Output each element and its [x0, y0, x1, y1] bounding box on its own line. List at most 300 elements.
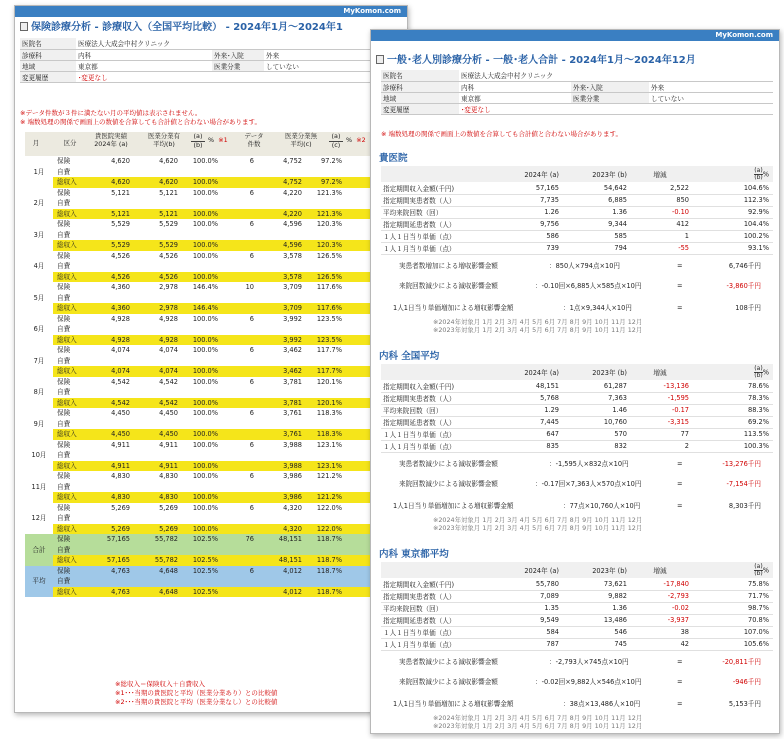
table-row [25, 230, 395, 241]
col-diff: 増減 [631, 364, 693, 380]
table-row [25, 177, 395, 188]
table-row [25, 261, 395, 272]
indicator-row [381, 392, 773, 404]
avg1-value: 4,542 [131, 398, 179, 409]
target-months-2024: ※2024年対象月 1月 2月 3月 4月 5月 6月 7月 8月 9月 10月 11月 12月 [433, 318, 643, 326]
avg1-value: 4,450 [131, 429, 179, 440]
avg2-value: 3,992 [283, 314, 302, 323]
ratio-value: 105.6% [693, 638, 773, 650]
diff-value: -17,840 [631, 578, 693, 590]
table-row [25, 240, 395, 251]
kubun-cell: 保険 [53, 534, 83, 545]
month-cell: 1月 [33, 167, 45, 176]
value-2023: 7,363 [563, 392, 631, 404]
avg2-value: 3,709 [283, 283, 302, 291]
avg2-value: 3,781 [283, 377, 302, 386]
impact-value: 6,746千円 [728, 262, 761, 270]
impact-value: -946千円 [732, 678, 761, 686]
impact-equals: = [677, 304, 683, 312]
table-row [25, 545, 395, 556]
header-pct1: % [207, 136, 215, 144]
ratio2-value: 97.2% [303, 177, 343, 188]
own-value: 57,165 [83, 555, 131, 566]
avg2-value: 4,596 [283, 220, 302, 228]
region-value: 東京都 [76, 60, 212, 71]
count-value: 6 [249, 157, 254, 165]
revenue-table [25, 156, 395, 597]
indicator-row [381, 230, 773, 242]
kubun-cell: 自費 [57, 293, 71, 302]
own-value: 4,763 [83, 566, 131, 577]
ratio2-value: 118.3% [316, 409, 342, 417]
indicator-label: 指定期間収入金額(千円) [381, 578, 493, 590]
impact-expression: ：-0.02回×9,882人×546点×10円 [535, 678, 642, 686]
count-value [219, 303, 255, 314]
diff-value: 850 [631, 194, 693, 206]
avg2-value: 48,151 [255, 555, 303, 566]
header-pct2: % [345, 136, 353, 144]
impact-label: 1人1日当り単価増加による増収影響金額 [393, 700, 514, 708]
header-ratio1-bottom: (b) [191, 141, 205, 150]
page-title [371, 54, 779, 68]
impact-line [393, 698, 761, 710]
impact-expression: ：77点×10,760人×10円 [563, 502, 641, 510]
own-value: 4,763 [83, 587, 131, 598]
count-value [219, 240, 255, 251]
ratio1-value: 100.0% [192, 472, 218, 480]
own-value: 4,526 [83, 272, 131, 283]
ratio2-value: 123.1% [316, 440, 342, 449]
header-ratio2-bottom: (c) [329, 141, 343, 150]
count-value: 6 [249, 440, 254, 449]
indicator-row [381, 416, 773, 428]
impact-label: 来院回数減少による減収影響金額 [399, 678, 498, 686]
own-value: 4,911 [111, 440, 130, 449]
month-cell: 4月 [33, 262, 45, 270]
month-cell: 平均 [25, 566, 53, 598]
impact-line [393, 500, 761, 512]
ratio-value: 98.7% [693, 602, 773, 614]
impact-equals: = [677, 678, 683, 686]
change-label: 変更履歴 [20, 71, 76, 82]
ratio2-value: 121.3% [316, 188, 342, 197]
table-row [25, 534, 395, 545]
impact-label: 実患者数増加による増収影響金額 [399, 262, 498, 270]
kubun-cell: 自費 [57, 451, 71, 459]
avg1-value: 5,121 [159, 188, 178, 197]
kubun-cell: 総収入 [53, 366, 83, 377]
ratio2-value: 123.5% [303, 335, 343, 346]
ratio1-value: 100.0% [192, 503, 218, 512]
kubun-cell: 保険 [57, 314, 71, 323]
ratio2-value: 120.1% [316, 377, 342, 386]
value-2023: 54,642 [563, 182, 631, 194]
own-value: 5,121 [111, 188, 130, 197]
avg1-value: 4,620 [131, 177, 179, 188]
col-2024: 2024年 (a) [493, 364, 563, 380]
kubun-cell: 自費 [53, 545, 83, 556]
kubun-cell: 保険 [57, 220, 71, 228]
target-months-2023: ※2023年対象月 1月 2月 3月 4月 5月 6月 7月 8月 9月 10月 11月 12月 [433, 524, 643, 532]
count-value: 6 [249, 188, 254, 197]
ratio1-value: 100.0% [192, 157, 218, 165]
impact-label: 実患者数減少による減収影響金額 [399, 460, 498, 468]
indicator-row [381, 590, 773, 602]
ratio1-value: 100.0% [179, 429, 219, 440]
indicator-row [381, 242, 773, 254]
count-value [219, 398, 255, 409]
ratio1-value: 100.0% [179, 492, 219, 503]
own-value: 4,542 [111, 377, 130, 386]
month-cell: 5月 [33, 293, 45, 302]
kubun-cell: 保険 [57, 283, 71, 291]
indicator-row [381, 602, 773, 614]
table-row [25, 366, 395, 377]
own-value: 4,830 [111, 472, 130, 480]
impact-value: -13,276千円 [722, 460, 761, 468]
indicator-label: 指定期間実患者数（人） [381, 590, 493, 602]
indicator-label: １人１日当り単価（点） [381, 626, 493, 638]
month-cell: 12月 [31, 514, 47, 522]
impact-label: 1人1日当り単価増加による増収影響金額 [393, 502, 514, 510]
value-2023: 1.46 [563, 404, 631, 416]
outpatient-value: 外来 [649, 81, 773, 92]
col-diff: 増減 [631, 562, 693, 578]
brand-bar: MyKomon.com [15, 6, 407, 17]
value-2023: 546 [563, 626, 631, 638]
month-cell: 2月 [33, 199, 45, 207]
kubun-cell: 自費 [57, 199, 71, 207]
impact-line [399, 656, 761, 668]
ratio2-value: 121.2% [303, 492, 343, 503]
page-title-text: 一般･老人別診療分析 - 一般･老人合計 - 2024年1月～2024年12月 [387, 55, 696, 66]
own-value: 4,928 [111, 314, 130, 323]
clinic-value: 医療法人大成会中村クリニック [76, 38, 405, 49]
value-2023: 585 [563, 230, 631, 242]
kubun-cell: 保険 [57, 472, 71, 480]
ratio1-value: 100.0% [192, 188, 218, 197]
avg2-value: 3,761 [283, 409, 302, 417]
count-value [219, 587, 255, 598]
value-2023: 6,885 [563, 194, 631, 206]
impact-expression: ：-0.10回×6,885人×585点×10円 [535, 282, 642, 290]
change-value: ･変更なし [76, 71, 405, 82]
own-value: 5,269 [111, 503, 130, 512]
avg1-value: 4,830 [159, 472, 178, 480]
value-2024: 9,549 [493, 614, 563, 626]
table-row [25, 482, 395, 493]
own-value: 4,911 [83, 461, 131, 472]
footnote-1: ※1･･･当期の貴医院と平均（医業分業あり）との比較値 [115, 689, 278, 697]
col-ratio: $\frac{(a)}{(b)}$ % [693, 364, 773, 380]
table-row [25, 555, 395, 566]
impact-label: 来院回数減少による減収影響金額 [399, 480, 498, 488]
ratio-value: 112.3% [693, 194, 773, 206]
ratio-value: 104.4% [693, 218, 773, 230]
table-row [25, 576, 395, 587]
indicator-label: 指定期間実患者数（人） [381, 194, 493, 206]
table-row [25, 251, 395, 262]
indicator-label: 指定期間延患者数（人） [381, 614, 493, 626]
kubun-cell: 総収入 [53, 303, 83, 314]
count-value: 6 [249, 472, 254, 480]
impact-expression: ：-1,595人×832点×10円 [549, 460, 629, 468]
indicator-row [381, 626, 773, 638]
own-value: 5,529 [111, 220, 130, 228]
month-cell: 11月 [31, 482, 47, 491]
ratio1-value: 100.0% [179, 209, 219, 220]
header-own: 貴医院実績 [95, 132, 127, 140]
patient-analysis-page [370, 29, 780, 734]
avg2-value: 3,761 [255, 429, 303, 440]
ratio1-value: 100.0% [179, 461, 219, 472]
table-row [25, 387, 395, 398]
kubun-cell: 保険 [57, 409, 71, 417]
outpatient-value: 外来 [264, 49, 405, 60]
kubun-cell: 自費 [57, 419, 71, 428]
diff-value: -13,136 [631, 380, 693, 392]
own-value: 4,450 [83, 429, 131, 440]
own-value: 4,928 [83, 335, 131, 346]
value-2024: 1.26 [493, 206, 563, 218]
ratio-value: 104.6% [693, 182, 773, 194]
ratio1-value: 102.5% [179, 555, 219, 566]
indicator-label: 指定期間収入金額(千円) [381, 182, 493, 194]
indicator-label: １人１月当り単価（点） [381, 638, 493, 650]
ratio1-value: 100.0% [179, 366, 219, 377]
ratio-value: 113.5% [693, 428, 773, 440]
count-value: 6 [249, 503, 254, 512]
value-2024: 647 [493, 428, 563, 440]
month-cell: 6月 [33, 325, 45, 333]
own-value: 5,269 [83, 524, 131, 535]
count-value [219, 492, 255, 503]
avg1-value: 55,782 [131, 555, 179, 566]
col-2024: 2024年 (a) [493, 562, 563, 578]
kubun-cell: 総収入 [53, 429, 83, 440]
kubun-cell: 自費 [57, 230, 71, 239]
district-label: 医業分業 [571, 92, 649, 103]
avg1-value: 4,542 [159, 377, 178, 386]
table-row [25, 377, 395, 388]
avg2-value: 3,988 [283, 440, 302, 449]
kubun-cell: 総収入 [53, 492, 83, 503]
avg2-value: 4,220 [283, 188, 302, 197]
diff-value: -0.17 [631, 404, 693, 416]
count-value: 6 [249, 251, 254, 260]
value-2024: 787 [493, 638, 563, 650]
ratio1-value: 100.0% [179, 524, 219, 535]
kubun-cell: 総収入 [53, 555, 83, 566]
col-2023: 2023年 (b) [563, 364, 631, 380]
document-icon [20, 22, 28, 31]
table-row [25, 450, 395, 461]
ratio2-value: 120.3% [316, 220, 342, 228]
value-2024: 55,780 [493, 578, 563, 590]
value-2023: 61,287 [563, 380, 631, 392]
clinic-label: 医院名 [381, 70, 459, 81]
count-value: 6 [249, 314, 254, 323]
value-2024: 739 [493, 242, 563, 254]
ratio1-value: 102.5% [179, 587, 219, 598]
ratio2-value: 126.5% [303, 272, 343, 283]
avg2-value: 4,220 [255, 209, 303, 220]
note-data-count: ※データ件数が３件に満たない月の平均値は表示されません。 [20, 109, 202, 117]
clinic-label: 医院名 [20, 38, 76, 49]
value-2023: 1.36 [563, 206, 631, 218]
note-rounding: ※ 端数処理の関係で画面上の数値を合算しても合計値と合わない場合があります。 [381, 130, 622, 138]
ratio2-value: 126.5% [316, 251, 342, 260]
impact-expression: ：1点×9,344人×10円 [563, 304, 632, 312]
header-avg1b: 平均(b) [153, 140, 175, 148]
indicator-label: 平均来院回数（回） [381, 602, 493, 614]
avg2-value: 4,596 [255, 240, 303, 251]
value-2023: 13,486 [563, 614, 631, 626]
table-row [25, 282, 395, 293]
indicator-label: 指定期間収入金額(千円) [381, 380, 493, 392]
ratio-value: 75.8% [693, 578, 773, 590]
avg1-value: 4,620 [159, 157, 178, 165]
ratio-value: 71.7% [693, 590, 773, 602]
table-row [25, 188, 395, 199]
avg1-value: 5,269 [159, 503, 178, 512]
district-value: していない [649, 92, 773, 103]
impact-equals: = [677, 700, 683, 708]
avg1-value: 5,529 [159, 220, 178, 228]
table-row [25, 156, 395, 167]
kubun-cell: 自費 [57, 167, 71, 176]
ratio1-value: 100.0% [192, 220, 218, 228]
header-countb: 件数 [247, 140, 261, 148]
avg2-value: 48,151 [255, 534, 303, 545]
indicator-label: １人１月当り単価（点） [381, 440, 493, 452]
col-2023: 2023年 (b) [563, 562, 631, 578]
value-2024: 7,089 [493, 590, 563, 602]
ratio1-value: 100.0% [192, 409, 218, 417]
ratio2-value: 117.6% [316, 283, 342, 291]
count-value: 76 [219, 534, 255, 545]
indicator-row [381, 182, 773, 194]
target-months-2023: ※2023年対象月 1月 2月 3月 4月 5月 6月 7月 8月 9月 10月 11月 12月 [433, 722, 643, 730]
page-title-text: 保険診療分析 - 診療収入（全国平均比較） - 2024年1月～2024年1 [31, 22, 343, 33]
diff-value: -3,315 [631, 416, 693, 428]
count-value: 6 [249, 409, 254, 417]
value-2024: 586 [493, 230, 563, 242]
avg1-value: 4,648 [131, 587, 179, 598]
indicator-label: １人１日当り単価（点） [381, 428, 493, 440]
diff-value: 38 [631, 626, 693, 638]
ratio1-value: 100.0% [179, 240, 219, 251]
region-label: 地域 [20, 60, 76, 71]
impact-expression: ：-0.17回×7,363人×570点×10円 [535, 480, 642, 488]
col-ratio: $\frac{(a)}{(b)}$ % [693, 166, 773, 182]
value-2024: 7,735 [493, 194, 563, 206]
avg1-value: 4,648 [131, 566, 179, 577]
ratio2-value: 117.7% [303, 366, 343, 377]
own-value: 4,360 [111, 283, 130, 291]
header-avg2: 医業分業無 [285, 132, 317, 140]
table-row [25, 345, 395, 356]
count-value [219, 366, 255, 377]
kubun-cell: 自費 [57, 325, 71, 333]
page-title [15, 21, 407, 35]
avg2-value: 4,320 [255, 524, 303, 535]
kubun-cell: 保険 [53, 566, 83, 577]
month-cell: 7月 [33, 356, 45, 365]
value-2023: 1.36 [563, 602, 631, 614]
value-2023: 9,344 [563, 218, 631, 230]
impact-line [399, 280, 761, 292]
indicator-row [381, 218, 773, 230]
indicator-label: 指定期間延患者数（人） [381, 416, 493, 428]
impact-equals: = [677, 262, 683, 270]
kubun-cell: 総収入 [53, 398, 83, 409]
header-count: データ [244, 132, 264, 140]
ratio-value: 69.2% [693, 416, 773, 428]
avg2-value: 3,462 [255, 366, 303, 377]
ratio-value: 107.0% [693, 626, 773, 638]
indicator-row [381, 578, 773, 590]
note-rounding: ※ 端数処理の関係で画面上の数値を合算しても合計値と合わない場合があります。 [20, 118, 261, 126]
diff-value: 412 [631, 218, 693, 230]
table-row [25, 219, 395, 230]
avg2-value: 3,578 [283, 251, 302, 260]
impact-line [393, 302, 761, 314]
header-note2: ※2 [356, 136, 366, 144]
ratio1-value: 102.5% [179, 566, 219, 577]
kubun-cell: 自費 [53, 576, 83, 587]
value-2023: 745 [563, 638, 631, 650]
month-cell: 9月 [33, 419, 45, 428]
value-2024: 5,768 [493, 392, 563, 404]
section-title: 内科 東京都平均 [379, 549, 449, 560]
avg2-value: 3,781 [255, 398, 303, 409]
avg2-value: 4,012 [255, 566, 303, 577]
kubun-cell: 自費 [57, 356, 71, 365]
own-value: 4,620 [83, 177, 131, 188]
table-row [25, 303, 395, 314]
avg2-value: 3,986 [255, 492, 303, 503]
indicator-label: 平均来院回数（回） [381, 206, 493, 218]
ratio2-value: 123.5% [316, 314, 342, 323]
footnote-2: ※2･･･当期の貴医院と平均（医業分業なし）との比較値 [115, 698, 278, 706]
table-row [25, 335, 395, 346]
value-2023: 9,882 [563, 590, 631, 602]
revenue-report-page [14, 5, 408, 713]
dept-value: 内科 [76, 49, 212, 60]
impact-line [399, 478, 761, 490]
avg2-value: 3,992 [255, 335, 303, 346]
table-row [25, 324, 395, 335]
count-value: 6 [249, 346, 254, 354]
ratio2-value: 123.1% [303, 461, 343, 472]
impact-equals: = [677, 282, 683, 290]
indicator-row [381, 194, 773, 206]
ratio1-value: 100.0% [179, 335, 219, 346]
ratio-value: 93.1% [693, 242, 773, 254]
diff-value: 2,522 [631, 182, 693, 194]
ratio2-value: 120.3% [303, 240, 343, 251]
ratio2-value: 118.7% [303, 534, 343, 545]
avg1-value: 4,830 [131, 492, 179, 503]
impact-value: 5,153千円 [728, 700, 761, 708]
impact-equals: = [677, 460, 683, 468]
ratio2-value: 121.3% [303, 209, 343, 220]
avg1-value: 4,526 [131, 272, 179, 283]
indicator-row [381, 440, 773, 452]
avg1-value: 4,911 [159, 440, 178, 449]
avg2-value: 3,986 [283, 472, 302, 480]
